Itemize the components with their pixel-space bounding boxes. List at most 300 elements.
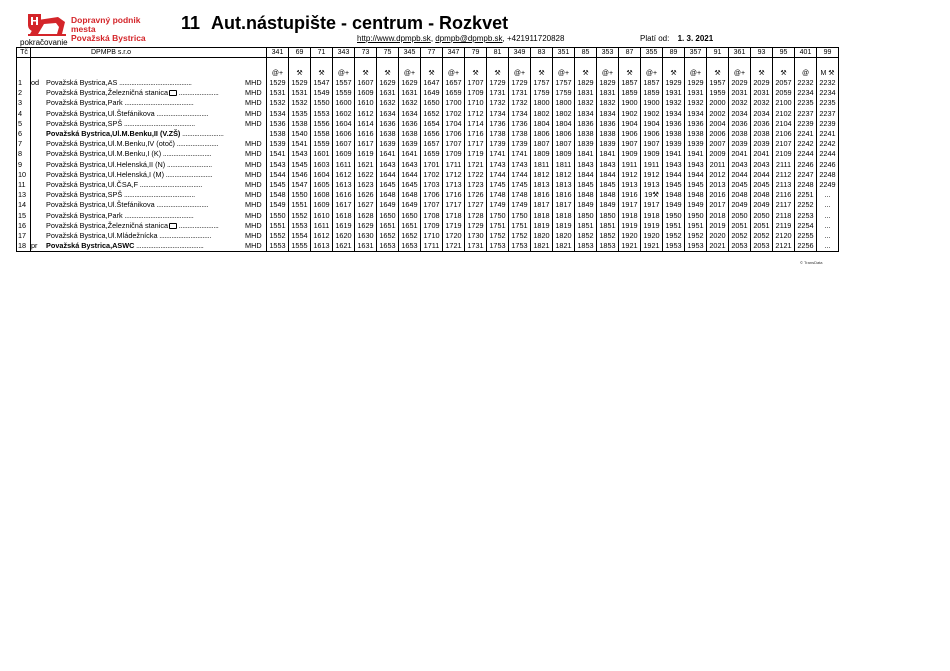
mhd-label: MHD (245, 169, 262, 179)
trip-symbol: ⚒ (355, 58, 377, 79)
stop-direction (31, 139, 46, 149)
departure-time: 1841 (575, 149, 597, 159)
departure-time: 1643 (377, 160, 399, 170)
departure-time: 1623 (355, 180, 377, 190)
departure-time: 1536 (267, 119, 289, 129)
departure-time: 1913 (641, 180, 663, 190)
trip-number: 83 (531, 48, 553, 58)
valid-date: 1. 3. 2021 (677, 34, 714, 43)
departure-time: 1541 (267, 149, 289, 159)
departure-time: 1552 (267, 231, 289, 241)
departure-time: 1817 (553, 200, 575, 210)
departure-time: 2255 (795, 231, 817, 241)
departure-time: 2034 (751, 109, 773, 119)
departure-time: 1610 (311, 211, 333, 221)
email-link[interactable]: dpmpb@dpmpb.sk (435, 34, 503, 43)
stop-name: Považská Bystrica,Ul.ČSA,F (46, 180, 139, 190)
departure-time: 1845 (597, 180, 619, 190)
departure-time: 1639 (377, 139, 399, 149)
departure-time: 1631 (355, 241, 377, 252)
departure-time: 1644 (399, 170, 421, 180)
departure-time: 1720 (443, 231, 465, 241)
departure-time: 1616 (355, 129, 377, 139)
mhd-label: MHD (245, 159, 262, 169)
leader-dots: ........................ (180, 129, 224, 139)
stop-direction (31, 129, 46, 139)
departure-time: 1535 (289, 109, 311, 119)
mhd-label (245, 129, 267, 139)
departure-time: 2053 (751, 241, 773, 252)
wc-icon: WC (122, 241, 135, 251)
leader-dots: .............................. (157, 231, 212, 241)
departure-time: 2232 (795, 78, 817, 88)
departure-time: 1841 (597, 149, 619, 159)
departure-time: 1745 (487, 180, 509, 190)
departure-time: 1632 (399, 98, 421, 108)
trip-number: 91 (707, 48, 729, 58)
stop-cell (45, 98, 245, 108)
departure-time: 1806 (553, 129, 575, 139)
stop-cell (45, 149, 245, 159)
departure-time: 2006 (707, 129, 729, 139)
leader-dots: ............................ (161, 149, 212, 159)
departure-time: 1729 (509, 78, 531, 88)
departure-time: 1907 (641, 139, 663, 149)
departure-time: 2045 (751, 180, 773, 190)
departure-time: 1900 (619, 98, 641, 108)
departure-time: 1714 (465, 119, 487, 129)
departure-time: 2112 (773, 170, 795, 180)
departure-time: 1809 (531, 149, 553, 159)
departure-time: 1950 (685, 211, 707, 221)
departure-time: ... (817, 231, 839, 241)
departure-time: 1759 (531, 88, 553, 98)
departure-time: 1545 (267, 180, 289, 190)
departure-time: 1931 (685, 88, 707, 98)
departure-time: ... (817, 211, 839, 221)
departure-time: 1611 (333, 160, 355, 170)
departure-time: 2237 (795, 109, 817, 119)
departure-time: 1553 (267, 241, 289, 252)
departure-time: 2106 (773, 129, 795, 139)
departure-time: 1653 (399, 241, 421, 252)
mhd-label: MHD (245, 149, 262, 159)
departure-time: 1619 (333, 221, 355, 231)
trip-number: 99 (817, 48, 839, 58)
departure-time: 1859 (641, 88, 663, 98)
stop-cell (45, 78, 245, 88)
trip-number-header (17, 48, 839, 58)
stop-cell (45, 160, 245, 170)
departure-time: 1612 (311, 231, 333, 241)
departure-time: 1643 (399, 160, 421, 170)
stop-tc: 17 (17, 231, 31, 241)
departure-time: 1711 (443, 160, 465, 170)
departure-time: 1816 (553, 190, 575, 200)
departure-time: 1550 (289, 190, 311, 200)
departure-time: 1734 (487, 109, 509, 119)
departure-time: 2052 (729, 231, 751, 241)
departure-time: 1710 (465, 98, 487, 108)
departure-time: 1741 (509, 149, 531, 159)
stop-tc: 7 (17, 139, 31, 149)
departure-time: 1819 (553, 221, 575, 231)
departure-time: 1632 (377, 98, 399, 108)
departure-time: 1912 (641, 170, 663, 180)
departure-time: 1548 (267, 190, 289, 200)
departure-time: 1534 (267, 109, 289, 119)
departure-time: 1934 (685, 109, 707, 119)
stop-direction (31, 119, 46, 129)
departure-time: 1541 (289, 139, 311, 149)
stop-direction (31, 109, 46, 119)
stop-name: Považská Bystrica,Ul.M.Benku,I (K) (46, 149, 162, 159)
stop-row (17, 170, 839, 180)
departure-time: 1619 (355, 149, 377, 159)
trip-number: 75 (377, 48, 399, 58)
departure-time: 1707 (443, 139, 465, 149)
departure-time: 1750 (487, 211, 509, 221)
departure-time: 2234 (817, 88, 839, 98)
trip-symbol: @+ (399, 58, 421, 79)
trip-symbol: ⚒ (619, 58, 641, 79)
departure-time: 2234 (795, 88, 817, 98)
departure-time: 2002 (707, 109, 729, 119)
departure-time: 1727 (465, 200, 487, 210)
departure-time: 1539 (267, 139, 289, 149)
departure-time: 1731 (465, 241, 487, 252)
stop-row (17, 160, 839, 170)
stop-cell (45, 211, 245, 221)
departure-time: 1848 (597, 190, 619, 200)
stop-cell (45, 109, 245, 119)
departure-time: 2029 (729, 78, 751, 88)
stop-row (17, 98, 839, 108)
departure-time: 1654 (421, 119, 443, 129)
departure-time: 1604 (333, 119, 355, 129)
departure-time: 2252 (795, 200, 817, 210)
trip-number: 93 (751, 48, 773, 58)
departure-time: 1728 (465, 211, 487, 221)
departure-time: 1712 (443, 170, 465, 180)
stop-tc: 15 (17, 211, 31, 221)
departure-time: 1936 (663, 119, 685, 129)
departure-time: 1659 (421, 149, 443, 159)
stop-cell (45, 170, 245, 180)
departure-time: 1626 (355, 190, 377, 200)
departure-time: 1819 (531, 221, 553, 231)
stop-name: Považská Bystrica,Ul.Štefánikova (46, 108, 155, 118)
symbol-row (17, 58, 839, 79)
stop-name: Považská Bystrica,Železničná stanica (46, 220, 169, 230)
stop-cell (45, 88, 245, 98)
departure-time: 1744 (509, 170, 531, 180)
departure-time: 1741 (487, 149, 509, 159)
departure-time: 1622 (355, 170, 377, 180)
departure-time: 1546 (289, 170, 311, 180)
departure-time: 1605 (311, 180, 333, 190)
trip-symbol: @+ (729, 58, 751, 79)
phone-number: +421911720828 (506, 34, 565, 43)
valid-label: Platí od: (640, 34, 670, 43)
departure-time: 1709 (443, 149, 465, 159)
departure-time: 1832 (575, 98, 597, 108)
stop-row (17, 119, 839, 129)
departure-time: 1932 (663, 98, 685, 108)
tc-header: Tč (17, 48, 31, 58)
departure-time: 1844 (597, 170, 619, 180)
departure-time: 1731 (509, 88, 531, 98)
departure-time: 1906 (619, 129, 641, 139)
departure-time: 2117 (773, 200, 795, 210)
departure-time: ... (817, 241, 839, 252)
departure-time: 1713 (443, 180, 465, 190)
departure-time: 1948 (663, 190, 685, 200)
departure-time: 1806 (531, 129, 553, 139)
trip-number: 87 (619, 48, 641, 58)
stop-name: Považská Bystrica,Ul.M.Benku,IV (otoč) (46, 139, 175, 149)
departure-time: 1757 (553, 78, 575, 88)
departure-time: 1610 (355, 98, 377, 108)
trip-symbol: M ⚒ (817, 58, 839, 79)
departure-time: 1748 (509, 190, 531, 200)
trip-symbol: ⚒ (575, 58, 597, 79)
stop-row (17, 190, 839, 200)
departure-time: 1556 (311, 119, 333, 129)
departure-time: 1636 (399, 119, 421, 129)
departure-time: 2052 (751, 231, 773, 241)
departure-time: 1721 (443, 241, 465, 252)
mhd-label: MHD (245, 139, 262, 149)
timetable (16, 47, 839, 252)
departure-time: 1657 (443, 78, 465, 88)
departure-time: 1753 (509, 241, 531, 252)
departure-time: 1952 (685, 231, 707, 241)
route-name: Aut.nástupište - centrum - Rozkvet (211, 13, 509, 33)
departure-time: 1939 (685, 139, 707, 149)
departure-time: 1813 (531, 180, 553, 190)
departure-time: 1753 (487, 241, 509, 252)
departure-time: 1716 (465, 129, 487, 139)
stop-cell (45, 119, 245, 129)
departure-time: 1832 (597, 98, 619, 108)
departure-time: 2044 (729, 170, 751, 180)
departure-time: 2253 (795, 211, 817, 221)
stop-row (17, 109, 839, 119)
departure-time: 2036 (729, 119, 751, 129)
departure-time: 1812 (531, 170, 553, 180)
website-link[interactable]: http://www.dpmpb.sk (357, 34, 431, 43)
stop-direction (31, 180, 46, 190)
departure-time: 2248 (817, 170, 839, 180)
departure-time: 1843 (597, 160, 619, 170)
mhd-label: MHD (245, 78, 262, 87)
departure-time: 1607 (333, 139, 355, 149)
departure-time: 2232 (817, 78, 839, 88)
mhd-label: MHD (245, 210, 262, 220)
departure-time: 1604 (311, 170, 333, 180)
stop-row (17, 200, 839, 210)
mhd-label: MHD (245, 220, 262, 230)
departure-time: 1620 (333, 231, 355, 241)
departure-time: 1913 (619, 180, 641, 190)
trip-symbol: ⚒ (773, 58, 795, 79)
departure-time: 2241 (817, 129, 839, 139)
departure-time: 1651 (377, 221, 399, 231)
departure-time: 1723 (465, 180, 487, 190)
departure-time: 1649 (421, 88, 443, 98)
departure-time: 19⚒ (641, 190, 663, 200)
trip-number: 73 (355, 48, 377, 58)
stop-row (17, 241, 839, 252)
departure-time: 1650 (421, 98, 443, 108)
company-logo (28, 14, 166, 43)
leader-dots: ....................................... (134, 241, 204, 251)
departure-time: 1636 (377, 119, 399, 129)
departure-time: 1612 (355, 109, 377, 119)
departure-time: 2038 (729, 129, 751, 139)
trip-symbol: ⚒ (421, 58, 443, 79)
departure-time: 2045 (729, 180, 751, 190)
departure-time: 1739 (509, 139, 531, 149)
departure-time: 1853 (597, 241, 619, 252)
departure-time: 1917 (641, 200, 663, 210)
trip-symbol: ⚒ (377, 58, 399, 79)
departure-time: 1911 (619, 160, 641, 170)
departure-time: ... (817, 200, 839, 210)
trip-symbol: @+ (553, 58, 575, 79)
departure-time: 1811 (531, 160, 553, 170)
departure-time: 1719 (443, 221, 465, 231)
departure-time: 2102 (773, 109, 795, 119)
departure-time: 2237 (817, 109, 839, 119)
departure-time: 1704 (443, 119, 465, 129)
departure-time: 2235 (795, 98, 817, 108)
departure-time: 1706 (421, 190, 443, 200)
stop-row (17, 129, 839, 139)
departure-time: 1648 (399, 190, 421, 200)
trip-symbol: @+ (597, 58, 619, 79)
departure-time: 1631 (377, 88, 399, 98)
departure-time: 1634 (399, 109, 421, 119)
departure-time: 1944 (685, 170, 707, 180)
trip-number: 343 (333, 48, 355, 58)
operator-header: DPMPB s.r.o (31, 48, 267, 58)
departure-time: 1648 (377, 190, 399, 200)
departure-time: 1951 (685, 221, 707, 231)
stop-direction (31, 231, 46, 241)
stop-cell (45, 180, 245, 190)
stop-cell (45, 241, 245, 252)
departure-time: 1553 (311, 109, 333, 119)
departure-time: 1657 (421, 139, 443, 149)
departure-time: 1627 (355, 200, 377, 210)
departure-time: 2242 (795, 139, 817, 149)
trip-symbol: ⚒ (311, 58, 333, 79)
departure-time: 1818 (553, 211, 575, 221)
departure-time: 1734 (509, 109, 531, 119)
departure-time: 1600 (333, 98, 355, 108)
departure-time: 1629 (377, 78, 399, 88)
departure-time: 1902 (641, 109, 663, 119)
departure-time: 1707 (421, 200, 443, 210)
stop-name: Považská Bystrica,AS (46, 241, 123, 251)
departure-time: 1848 (575, 190, 597, 200)
trip-number: 347 (443, 48, 465, 58)
stop-cell (45, 129, 245, 139)
stop-cell (45, 190, 245, 200)
line-number: 11 (181, 13, 201, 33)
trip-number: 357 (685, 48, 707, 58)
departure-time: 1957 (707, 78, 729, 88)
departure-time: 1549 (311, 88, 333, 98)
trip-number: 355 (641, 48, 663, 58)
departure-time: 2012 (707, 170, 729, 180)
stop-name: Považská Bystrica,Železničná stanica (46, 88, 169, 98)
departure-time: 1751 (487, 221, 509, 231)
stop-tc: 14 (17, 200, 31, 210)
departure-time: 2100 (773, 98, 795, 108)
departure-time: 1839 (597, 139, 619, 149)
departure-time: 1547 (311, 78, 333, 88)
departure-time: 1852 (597, 231, 619, 241)
stop-tc: 10 (17, 170, 31, 180)
departure-time: 1634 (377, 109, 399, 119)
departure-time: 1628 (355, 211, 377, 221)
departure-time: 1616 (333, 190, 355, 200)
departure-time: 1850 (597, 211, 619, 221)
departure-time: 1551 (289, 200, 311, 210)
departure-time: 1851 (597, 221, 619, 231)
departure-time: 1550 (267, 211, 289, 221)
stop-direction (31, 149, 46, 159)
departure-time: 1545 (289, 160, 311, 170)
leader-dots: .............................. (154, 200, 209, 210)
departure-time: 1544 (267, 170, 289, 180)
departure-time: 1849 (575, 200, 597, 210)
stop-tc: 6 (17, 129, 31, 139)
trip-number: 85 (575, 48, 597, 58)
departure-time: 1802 (531, 109, 553, 119)
departure-time: 1944 (663, 170, 685, 180)
departure-time: 1531 (267, 88, 289, 98)
departure-time: 1829 (575, 78, 597, 88)
departure-time: 1821 (531, 241, 553, 252)
departure-time: 1952 (663, 231, 685, 241)
departure-time: 1820 (553, 231, 575, 241)
departure-time: 1717 (443, 200, 465, 210)
departure-time: 1941 (685, 149, 707, 159)
mhd-label: MHD (245, 108, 262, 118)
departure-time: 1555 (289, 241, 311, 252)
departure-time: 2239 (795, 119, 817, 129)
stop-tc: 1 (17, 78, 31, 88)
departure-time: 1652 (399, 231, 421, 241)
departure-time: 1614 (355, 119, 377, 129)
stop-direction (31, 200, 46, 210)
departure-time: 1838 (597, 129, 619, 139)
trip-number: 353 (597, 48, 619, 58)
departure-time: 1918 (619, 211, 641, 221)
stop-name: Považská Bystrica,Ul.M.Benku,II (V.ZŠ) (46, 129, 181, 139)
stop-direction (31, 98, 46, 108)
departure-time: 1630 (355, 231, 377, 241)
departure-time: 1617 (355, 139, 377, 149)
departure-time: 2009 (707, 149, 729, 159)
departure-time: 1836 (575, 119, 597, 129)
trip-number: 401 (795, 48, 817, 58)
departure-time: 1804 (553, 119, 575, 129)
